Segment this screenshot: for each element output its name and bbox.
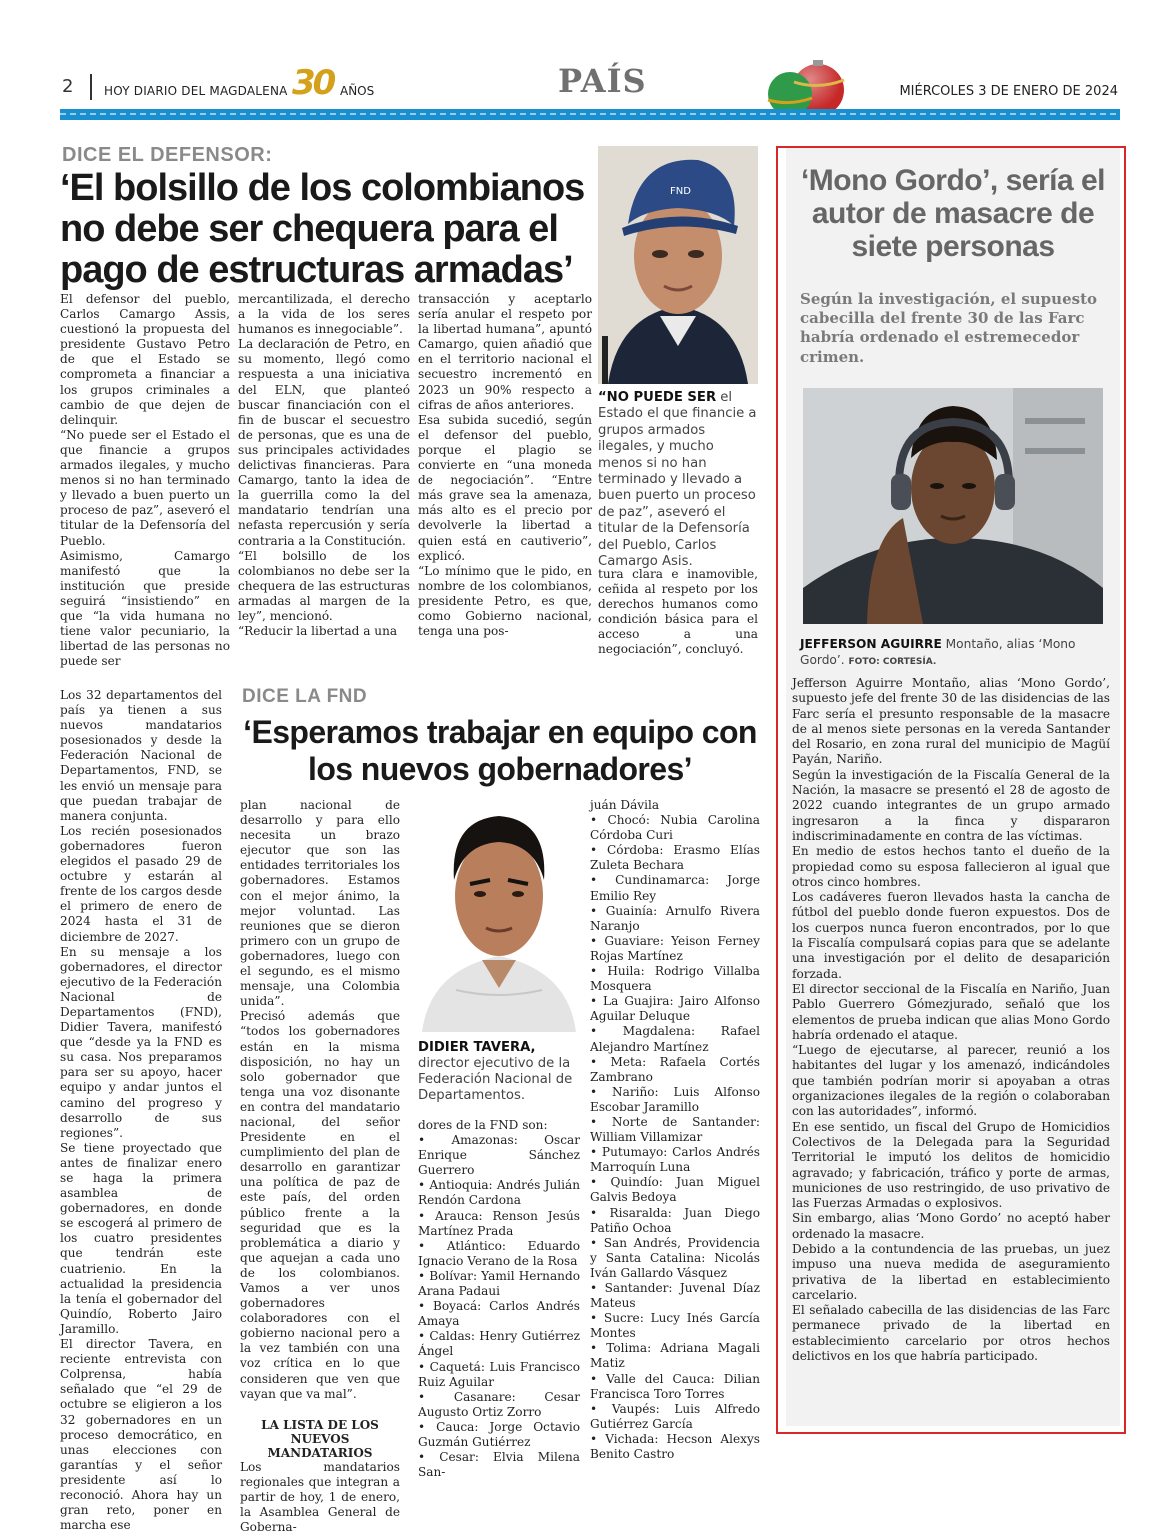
paragraph: Esa subida sucedió, según el defensor del pueblo, porque el plagio se convierte en “una moneda de negociación”. “Entre más grave sea la amenaza, más alto es el precio por devolverle la libertad a quien está en cautiverio”, explicó. [418, 412, 592, 563]
list-item: • Bolívar: Yamil Hernando Arana Padaui [418, 1268, 580, 1299]
list-item: • Cundinamarca: Jorge Emilio Rey [590, 873, 760, 903]
suspect-photo-caption [800, 636, 1112, 670]
list-item: • San Andrés, Providencia y Santa Catalina: Nicolás Iván Gallardo Vásquez [590, 1235, 760, 1280]
paragraph: tura clara e inamovible, ceñida al respeto por los derechos humanos como condición básica para el acceso a una negociación”, concluyó. [598, 567, 758, 657]
paragraph: Jefferson Aguirre Montaño, alias ‘Mono Gordo’, supuesto jefe del frente 30 de las disidencias de las Farc sería el presunto responsable de la masacre de al menos siete personas en la vereda Santander del Rosario, en zona rural del municipio de Magüí Payán, Nariño. [792, 676, 1110, 767]
list-item: • Córdoba: Erasmo Elías Zuleta Bechara [590, 843, 760, 873]
list-item: • Meta: Rafaela Cortés Zambrano [590, 1054, 760, 1084]
list-item: juán Dávila [590, 798, 660, 812]
article1-column-4 [598, 567, 758, 658]
list-item: • Tolima: Adriana Magali Matiz [590, 1341, 760, 1371]
paragraph: Los mandatarios regionales que integran a partir de hoy, 1 de enero, la Asamblea General de Goberna- [240, 1459, 400, 1535]
list-item: • Valle del Cauca: Dilian Francisca Toro Torres [590, 1371, 760, 1401]
list-item: • Antioquia: Andrés Julián Rendón Cardona [418, 1178, 580, 1208]
list-item: • Guaviare: Yeison Ferney Rojas Martínez [590, 933, 760, 963]
paragraph: La declaración de Petro, en su momento, llegó como respuesta a una iniciativa del ELN, que planteó buscar financiación con el fin de buscar el secuestro de personas, que es una de sus principales actividades delictivas financieras. Para Camargo, tanto la idea de la guerrilla como la del mandatario tendrían una nefasta repercusión y sería contraria a la Constitución. [238, 337, 410, 548]
list-item: dores de la FND son: [418, 1118, 548, 1132]
paragraph: En su mensaje a los gobernadores, el director ejecutivo de la Federación Nacional de Departamentos (FND), Didier Tavera, manifestó que “desde ya la FND es su casa. Nos preparamos para ser su apoyo, hacer equipo y andar juntos el camino del progreso y desarrollo de sus regiones”. [60, 944, 222, 1140]
list-item: • Norte de Santander: William Villamizar [590, 1114, 760, 1145]
photo-credit: FOTO: CORTESÍA. [848, 657, 937, 667]
list-item: • Vaupés: Luis Alfredo Gutiérrez García [590, 1401, 760, 1431]
list-item: • Vichada: Hecson Alexys Benito Castro [590, 1431, 760, 1462]
list-item: • La Guajira: Jairo Alfonso Aguilar Deluque [590, 994, 760, 1024]
list-item: • Caldas: Henry Gutiérrez Ángel [418, 1329, 580, 1359]
list-item: • Arauca: Renson Jesús Martínez Prada [418, 1208, 580, 1238]
article2-column-1 [60, 688, 222, 1533]
list-item: • Guainía: Arnulfo Rivera Naranjo [590, 903, 760, 933]
article2-headline: ‘Esperamos trabajar en equipo con los nuevos gobernadores’ [243, 714, 757, 788]
paragraph: En medio de estos hechos tanto el dueño de la propiedad como su esposa fallecieron al igual que otros cinco hombres. [792, 844, 1110, 889]
article3-body [792, 676, 1110, 1364]
paragraph: “Luego de ejecutarse, al parecer, reunió a los habitantes del lugar y los amenazó, indicándoles que también podrían morir si apoyaban a otras organizaciones ilegales de la región o colaboraban con las autoridades”, informó. [792, 1043, 1110, 1119]
masthead-divider [90, 74, 92, 100]
anniversary-logo-number: 30 [292, 63, 334, 103]
newspaper-name: HOY DIARIO DEL MAGDALENA [104, 84, 288, 98]
article1-column-1 [60, 292, 230, 669]
masthead [60, 60, 1120, 110]
didier-tavera-photo [416, 800, 582, 1032]
caption-lead: “NO PUEDE SER [598, 390, 717, 405]
paragraph: Asimismo, Camargo manifestó que la institución que preside seguirá “insistiendo” en que “la vida humana no tiene valor pecuniario, la libertad de las personas no puede ser [60, 548, 230, 669]
paragraph: El director Tavera, en reciente entrevista con Colprensa, había señalado que “el 29 de octubre se eligieron a los 32 gobernadores en un proceso democrático, en unas elecciones con garantías y el señor presidente así lo reconoció. Ahora hay un gran reto, poner en marcha ese [60, 1337, 222, 1533]
paragraph: El defensor del pueblo, Carlos Camargo Assis, cuestionó la propuesta del presidente Gustavo Petro de que el Estado se comprometa a financiar a los grupos criminales a cambio de que dejen de delinquir. [60, 292, 230, 427]
caption-text: director ejecutivo de la Federación Nacional de Departamentos. [418, 1056, 573, 1103]
page-number: 2 [62, 76, 74, 97]
paragraph: Según la investigación de la Fiscalía General de la Nación, la masacre se presentó el 28 de agosto de 2022 cuando integrantes de un grupo armado ingresaron a la finca y dispararon indiscriminadamente en contra de las víctimas. [792, 767, 1110, 843]
list-subheading: LA LISTA DE LOS NUEVOS MANDATARIOS [261, 1417, 379, 1460]
article3-headline: ‘Mono Gordo’, sería el autor de masacre de siete personas [800, 164, 1106, 263]
article1-kicker: DICE EL DEFENSOR: [62, 144, 273, 166]
paragraph: Precisó además que “todos los gobernadores están en la misma disposición, no hay un solo gobernador que tenga una voz disonante en contra del mandatario nacional, del señor Presidente en el cumplimiento del plan de desarrollo en garantizar una política de paz de este país, del orden público frente a la seguridad que es la problemática a diario y que aquejan a cada uno de los colombianos. Vamos a ver unos gobernadores colaboradores con el gobierno nacional pero a la vez también con una voz crítica en lo que consideren que ven que vayan que va mal”. [240, 1009, 400, 1401]
article2-column-3 [418, 1118, 580, 1480]
list-item: • Nariño: Luis Alfonso Escobar Jaramillo [590, 1084, 760, 1114]
svg-text:FND: FND [670, 186, 691, 197]
edition-date: MIÉRCOLES 3 DE ENERO DE 2024 [899, 84, 1118, 99]
paragraph: El director seccional de la Fiscalía en Nariño, Juan Pablo Guerrero Gómezjurado, señaló que los elementos de prueba indican que alias Mono Gordo habría ordenado el ataque. [792, 981, 1110, 1042]
paragraph: transacción y aceptarlo sería anular el respeto por la libertad humana”, apuntó Camargo, quien añadió que en el territorio nacional el secuestro incrementó en 2023 un 90% respecto a cifras de años anteriores. [418, 292, 592, 412]
article1-column-3 [418, 292, 592, 639]
article1-headline: ‘El bolsillo de los colombianos no debe ser chequera para el pago de estructuras armadas’ [60, 167, 585, 292]
paragraph: “No puede ser el Estado el que financie a grupos armados ilegales, y mucho menos si no han terminado y llevado a buen puerto un proceso de paz”, aseveró el titular de la Defensoría del Pueblo. [60, 427, 230, 548]
list-item: • Magdalena: Rafael Alejandro Martínez [590, 1024, 760, 1054]
list-item: • Cauca: Jorge Octavio Guzmán Gutiérrez [418, 1419, 580, 1449]
list-item: • Santander: Juvenal Díaz Mateus [590, 1281, 760, 1311]
list-item: • Quindío: Juan Miguel Galvis Bedoya [590, 1175, 760, 1205]
tavera-photo-caption [418, 1040, 578, 1104]
list-item: • Chocó: Nubia Carolina Córdoba Curi [590, 813, 760, 843]
caption-lead: DIDIER TAVERA, [418, 1040, 536, 1055]
list-item: • Cesar: Elvia Milena San- [418, 1450, 580, 1480]
paragraph: “El bolsillo de los colombianos no debe ser la chequera de las estructuras armadas al margen de la ley”, mencionó. [238, 548, 410, 623]
list-item: • Caquetá: Luis Francisco Ruiz Aguilar [418, 1359, 580, 1389]
list-item: • Casanare: Cesar Augusto Ortiz Zorro [418, 1389, 580, 1419]
paragraph: Debido a la contundencia de las pruebas, un juez impuso una nueva medida de aseguramiento privativa de la libertad en establecimiento carcelario. [792, 1241, 1110, 1302]
list-item: • Huila: Rodrigo Villalba Mosquera [590, 964, 760, 994]
paragraph: Los recién posesionados gobernadores fueron elegidos el pasado 29 de octubre y estarán al frente de los cargos desde el primero de enero de 2024 hasta el 31 de diciembre de 2027. [60, 823, 222, 944]
anniversary-logo-word: AÑOS [340, 84, 375, 98]
paragraph: “Lo mínimo que le pido, en nombre de los colombianos, presidente Petro, es que, como Gobierno nacional, tenga una pos- [418, 563, 592, 639]
story-box-background [786, 148, 1120, 1426]
mono-gordo-story-box [776, 146, 1126, 1434]
list-item: • Sucre: Lucy Inés García Montes [590, 1311, 760, 1341]
caption-text: el Estado el que financie a grupos armados ilegales, y mucho menos si no han terminado y llevado a buen puerto un proceso de paz”, aseveró el titular de la Defensoría del Pueblo, Carlos Camargo Asis. [598, 390, 757, 570]
section-title: PAÍS [558, 62, 647, 100]
paragraph: plan nacional de desarrollo y para ello necesita un brazo ejecutor que son las entidades territoriales los gobernadores. Estamos con el mejor ánimo, la mejor voluntad. Las reuniones que se dieron primero con un grupo de gobernadores, luego con el segundo, es el mismo mensaje, una Colombia unida”. [240, 798, 400, 1009]
list-item: • Risaralda: Juan Diego Patiño Ochoa [590, 1205, 760, 1235]
list-item: • Amazonas: Oscar Enrique Sánchez Guerrero [418, 1133, 580, 1178]
paragraph: En ese sentido, un fiscal del Grupo de Homicidios Colectivos de la Delegada para la Seguridad Territorial le imputó los delitos de homicidio agravado; y fabricación, tráfico y porte de armas, municiones de uso restringido, de uso privativo de las Fuerzas Armadas o explosivos. [792, 1119, 1110, 1211]
article2-column-4 [590, 798, 760, 1462]
caption-lead: JEFFERSON AGUIRRE [800, 637, 942, 651]
paragraph: mercantilizada, el derecho a la vida de los seres humanos es innegociable”. [238, 292, 410, 337]
header-color-bar [60, 109, 1120, 120]
paragraph: Se tiene proyectado que antes de finalizar enero se haga la primera asamblea de gobernadores, en donde se escogerá al primero de los cuatro presidentes que tendrán este cuatrienio. En la actualidad la presidencia la tenía el gobernador del Quindío, Roberto Jairo Jaramillo. [60, 1140, 222, 1336]
list-item: • Atlántico: Eduardo Ignacio Verano de la Rosa [418, 1238, 580, 1268]
article1-column-2 [238, 292, 410, 639]
article2-column-2 [240, 798, 400, 1535]
article2-kicker: DICE LA FND [242, 686, 368, 707]
paragraph: Sin embargo, alias ‘Mono Gordo’ no aceptó haber ordenado la masacre. [792, 1211, 1110, 1241]
caption-text: Montaño, alias ‘Mono Gordo’. [800, 637, 1076, 667]
suspect-photo [803, 388, 1103, 624]
list-item: • Putumayo: Carlos Andrés Marroquín Luna [590, 1145, 760, 1175]
article3-subtitle: Según la investigación, el supuesto cabecilla del frente 30 de las Farc habría ordenado el estremecedor crimen. [800, 290, 1097, 366]
paragraph: Los 32 departamentos del país ya tienen a sus nuevos mandatarios posesionados y desde la Federación Nacional de Departamentos, FND, se les envió un mensaje para que puedan trabajar de manera conjunta. [60, 688, 222, 823]
paragraph: “Reducir la libertad a una [238, 624, 398, 639]
list-item: • Boyacá: Carlos Andrés Amaya [418, 1299, 580, 1329]
defensor-photo-caption [598, 390, 760, 570]
paragraph: Los cadáveres fueron llevados hasta la cancha de fútbol del pueblo donde fueron expuestos. Dos de los cuerpos nunca fueron encontrados, por lo que la Fiscalía compulsará copias para que se adelante una investigación por el delito de desaparición forzada. [792, 890, 1110, 981]
defensor-portrait-photo [598, 146, 758, 384]
paragraph: El señalado cabecilla de las disidencias de las Farc permanece privado de la libertad en establecimiento carcelario por otros hechos delictivos en los que habría participado. [792, 1303, 1110, 1364]
